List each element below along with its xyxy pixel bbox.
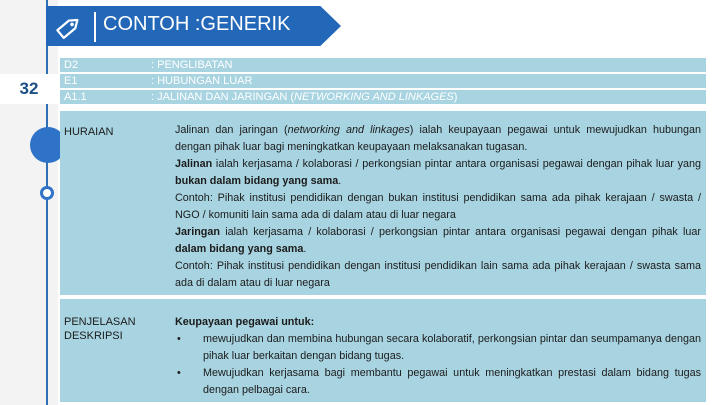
row-text [151,90,457,104]
jaringan-example: Contoh: Pihak institusi pendidikan dengan institusi pendidikan lain sama ada pihak kerajaan / swasta sama ada di dalam atau di luar negara [175,260,701,289]
penjelasan-block [60,299,706,402]
id-row-d2 [60,58,706,72]
penjelasan-label-line: PENJELASAN [64,316,136,328]
timeline-line [46,0,48,405]
row-text-part: ) [453,91,458,103]
text-bold: Jaringan [175,226,221,238]
text-run: ialah kerjasama / kolaborasi / perkongsian pintar antara organisasi pegawai dengan pihak luar [220,226,701,238]
text-run: . [338,175,342,187]
bullet-icon: • [177,333,181,345]
text-italic: networking and linkages [287,124,410,136]
huraian-paragraph [175,122,701,156]
timeline-ring-dot [40,186,54,200]
text-bold: Jalinan [175,158,213,170]
list-item-text: mewujudkan dan membina hubungan secara kolaboratif, perkongsian pintar dan seumpamanya dengan pihak luar berkaitan dengan bidang tugas. [203,333,701,362]
bullet-icon: • [177,367,181,379]
text-run: . [303,243,307,255]
list-item [175,365,701,399]
id-row-a11 [60,90,706,104]
text-bold: dalam bidang yang sama [175,243,304,255]
row-code: D2 [64,59,79,71]
huraian-block [60,111,706,295]
left-band [0,0,58,405]
penjelasan-label [64,315,136,343]
jalinan-example: Contoh: Pihak institusi pendidikan dengan bukan institusi pendidikan sama ada pihak kerajaan / swasta / NGO / komuniti lain sama ada di dalam atau di luar negara [175,192,701,221]
text-bold: Keupayaan pegawai untuk: [175,316,315,328]
row-text-part: : JALINAN DAN JARINGAN ( [151,91,295,103]
text-run: Jalinan dan jaringan ( [175,124,288,136]
row-text: : HUBUNGAN LUAR [151,75,253,87]
text-bold: bukan dalam bidang yang sama [175,175,339,187]
page-title: CONTOH :GENERIK [103,13,291,35]
text-run: ) ialah keupayaan pegawai untuk mewujudkan hubungan dengan pihak luar bagi meningkatkan keupayaan melaksanakan tugasan. [175,124,701,153]
text-run: ialah kerjasama / kolaborasi / perkongsian pintar antara organisasi pegawai dengan pihak luar yang [212,158,701,170]
tag-icon [54,12,84,42]
list-item-text: Mewujudkan kerjasama bagi membantu pegawai untuk meningkatkan prestasi dalam bidang tugas dengan pelbagai cara. [203,367,701,396]
list-item [175,331,701,365]
huraian-content [175,122,701,292]
penjelasan-content [175,314,701,399]
row-text: : PENGLIBATAN [151,59,233,71]
row-code: E1 [64,75,78,87]
page-number: 32 [0,74,58,104]
jalinan-definition [175,156,701,190]
row-text-italic: NETWORKING AND LINKAGES [294,91,454,103]
row-code: A1.1 [64,91,87,103]
id-row-e1 [60,74,706,88]
penjelasan-list [175,331,701,399]
penjelasan-heading [175,314,701,331]
header-separator [94,12,96,42]
penjelasan-label-line: DESKRIPSI [64,330,123,342]
huraian-label: HURAIAN [64,126,114,138]
jaringan-definition [175,224,701,258]
